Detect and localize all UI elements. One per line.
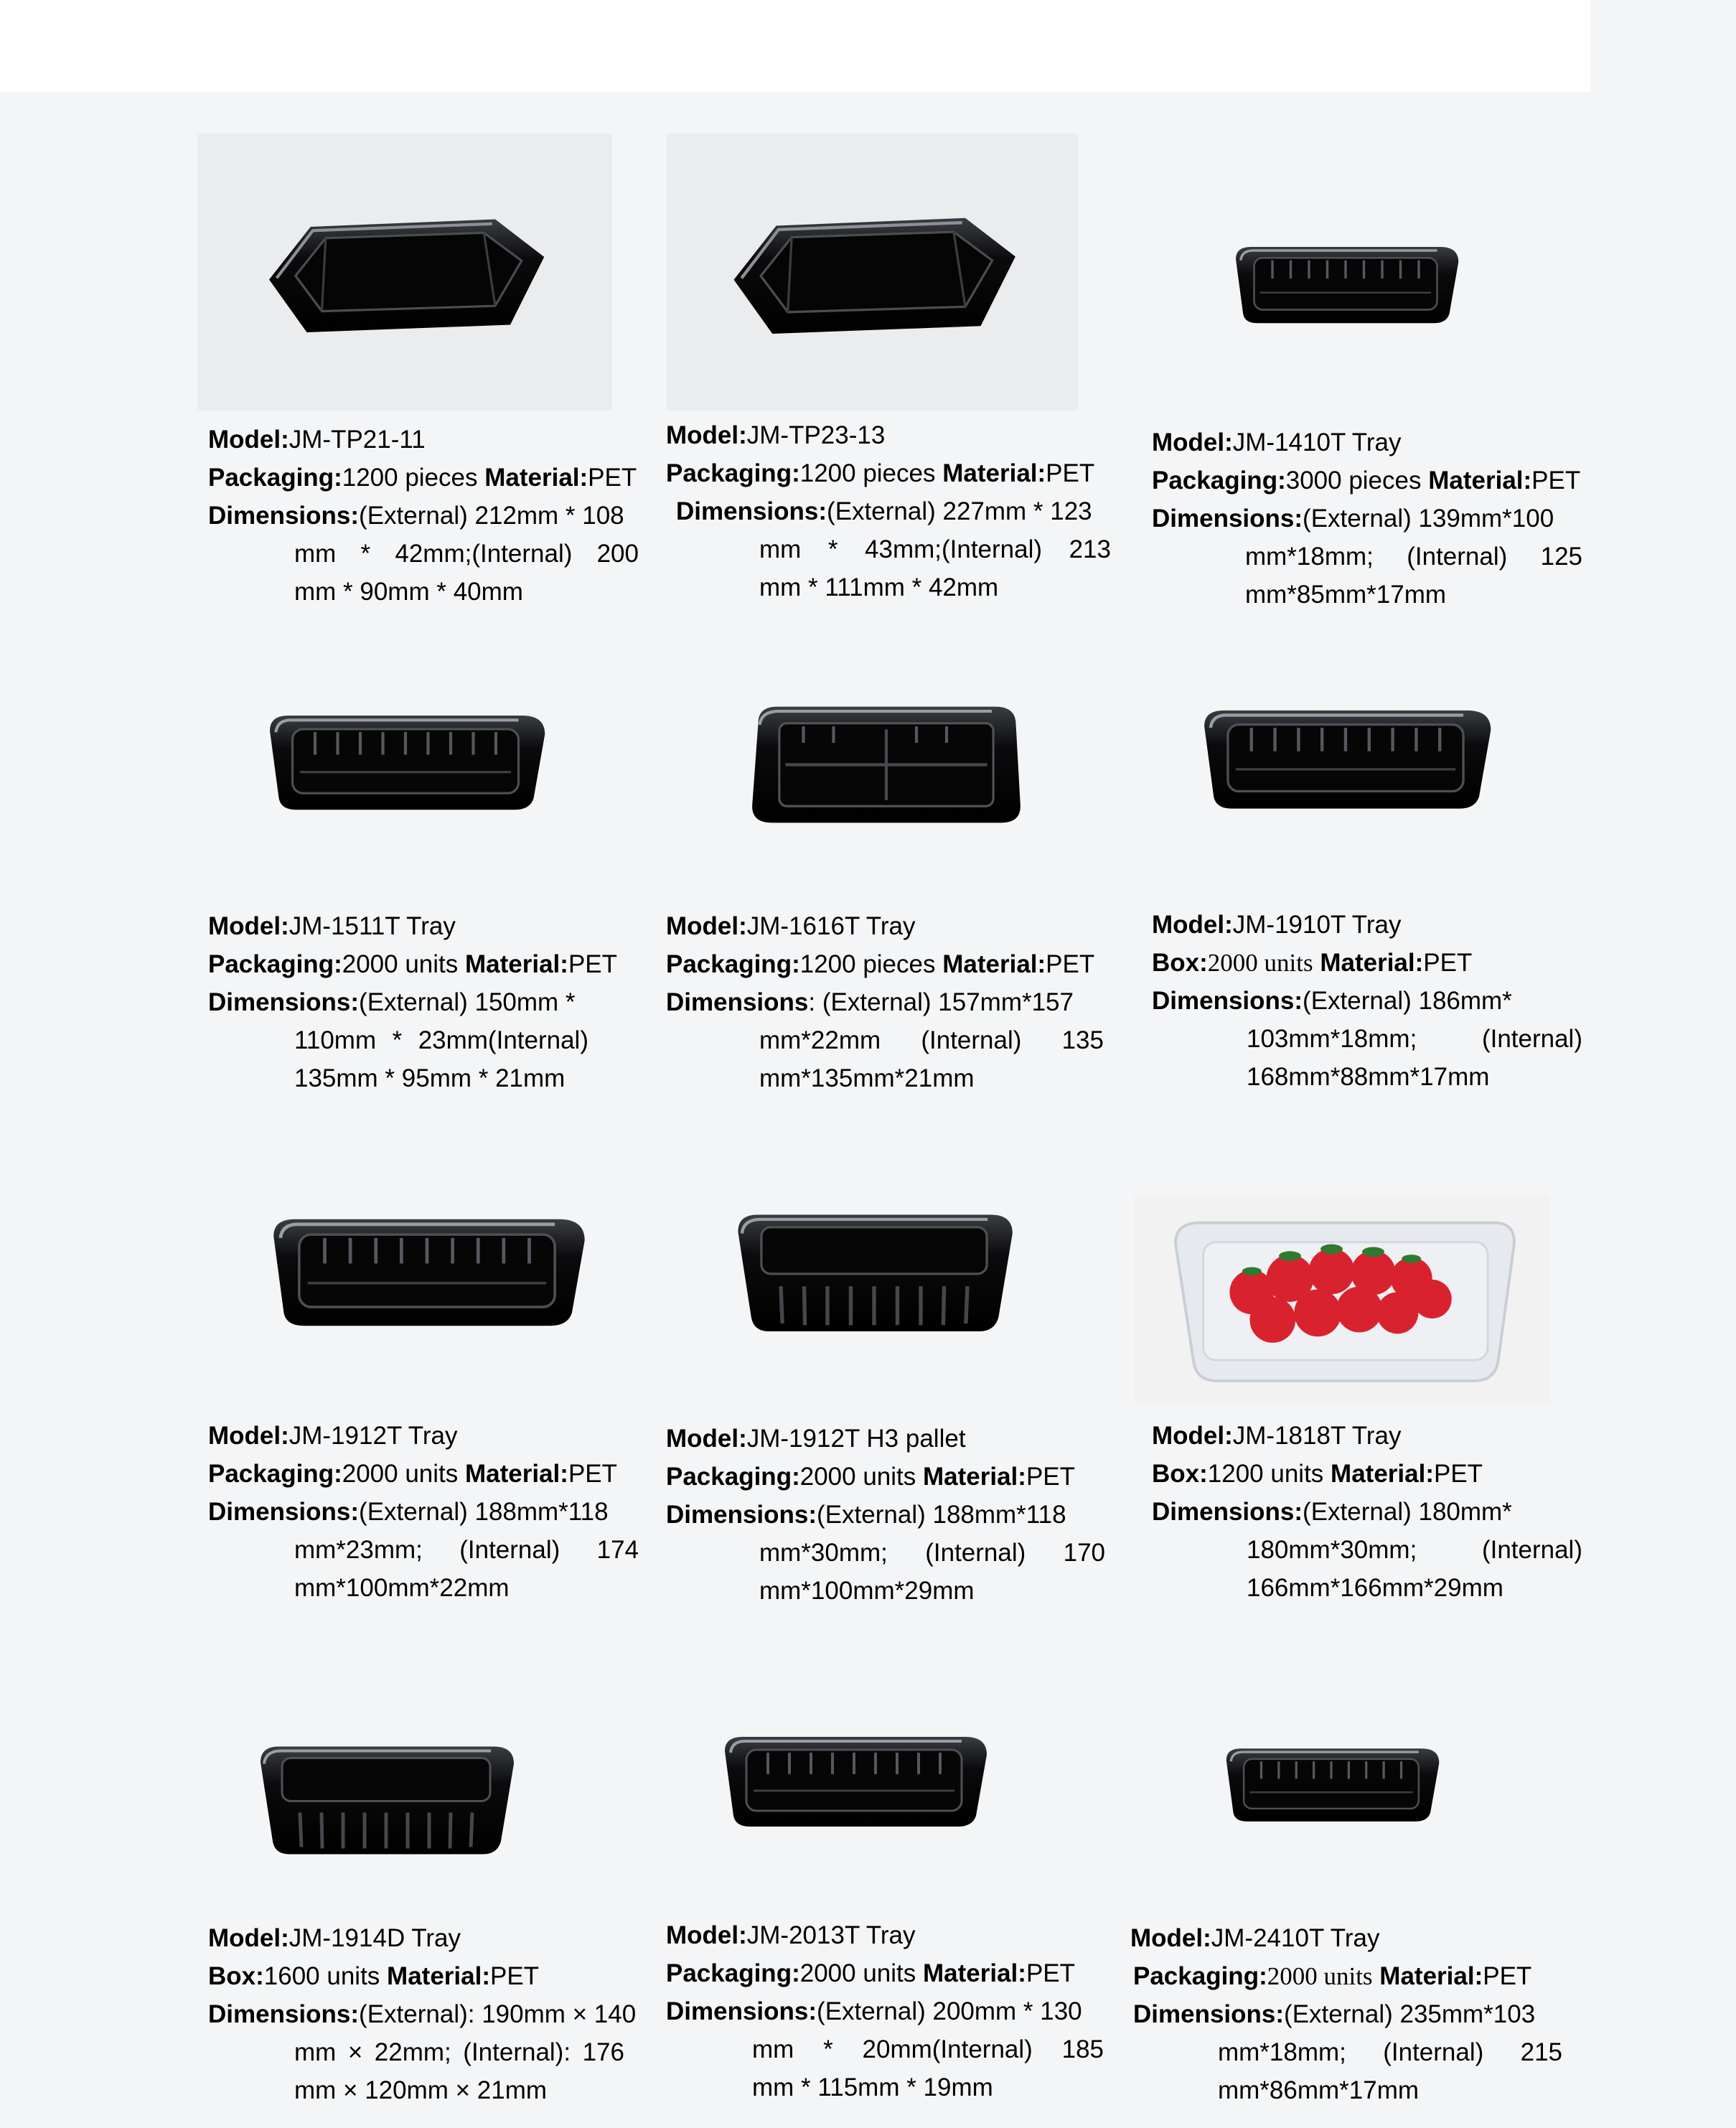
dimensions-line-3: 135mm * 95mm * 21mm <box>294 1064 566 1092</box>
dimensions-line-1: (External) 188mm*118 <box>359 1498 609 1526</box>
product-spec-jm-tp23-13: Model:JM-TP23-13 Packaging:1200 pieces Material:PET Dimensions:(External) 227mm * 123 mm * 43mm;(Internal) 213 mm * 111mm * 42mm <box>666 416 1111 606</box>
black-deep-tray-icon <box>716 1201 1032 1341</box>
material-value: PET <box>1433 1460 1483 1488</box>
dimensions-line-3: mm * 115mm * 19mm <box>752 2073 993 2101</box>
dimensions-line-3: 168mm*88mm*17mm <box>1247 1063 1490 1091</box>
product-spec-jm-2410t: Model:JM-2410T Tray Packaging:2000 units Material:PET Dimensions:(External) 235mm*103 mm*18mm; (Internal) 215 mm*86mm*17mm <box>1130 1919 1575 2109</box>
product-spec-jm-1616t: Model:JM-1616T Tray Packaging:1200 pieces Material:PET Dimensions: (External) 157mm*157 mm*22mm (Internal) 135 mm*135mm*21mm <box>666 907 1104 1097</box>
dimensions-line-1: (External) 139mm*100 <box>1303 505 1554 533</box>
material-value: PET <box>1046 950 1095 978</box>
dimensions-line-1: (External) 186mm* <box>1303 987 1512 1015</box>
dimensions-line-2: mm*30mm; (Internal) 170 <box>759 1539 1105 1567</box>
box-value: 1200 units <box>1207 1460 1324 1488</box>
product-photo-jm-1818t <box>1134 1195 1550 1403</box>
product-spec-jm-tp21-11: Model:JM-TP21-11 Packaging:1200 pieces Material:PET Dimensions:(External) 212mm * 108 mm * 42mm;(Internal) 200 mm * 90mm * 40mm <box>208 421 639 611</box>
product-spec-jm-1818t: Model:JM-1818T Tray Box:1200 units Material:PET Dimensions:(External) 180mm* 180mm*30mm; (Internal) 166mm*166mm*29mm <box>1152 1417 1582 1607</box>
black-ribbed-tray-icon <box>255 693 556 829</box>
model-value: JM-1616T Tray <box>746 912 916 940</box>
dimensions-line-3: mm * 111mm * 42mm <box>759 573 999 601</box>
dimensions-line-2: 103mm*18mm; (Internal) <box>1247 1025 1582 1053</box>
dimensions-line-2: 180mm*30mm; (Internal) <box>1247 1536 1582 1564</box>
model-value: JM-1818T Tray <box>1232 1422 1402 1450</box>
material-value: PET <box>489 1962 540 1990</box>
product-photo-jm-1912t-h3 <box>716 1199 1032 1342</box>
black-octagonal-tray-icon <box>254 189 555 355</box>
black-octagonal-tray-icon <box>718 189 1027 355</box>
product-photo-jm-1910t <box>1177 693 1514 822</box>
dimensions-line-2: mm*22mm (Internal) 135 <box>759 1026 1104 1054</box>
box-value: 1600 units <box>263 1962 380 1990</box>
packaging-value: 1200 pieces <box>799 950 936 978</box>
black-ribbed-tray-icon <box>1177 695 1514 820</box>
model-value: JM-2410T Tray <box>1211 1924 1380 1952</box>
dimensions-line-1: (External) 200mm * 130 <box>817 1997 1082 2025</box>
product-spec-jm-1910t: Model:JM-1910T Tray Box:2000 units Material:PET Dimensions:(External) 186mm* 103mm*18mm; (Internal) 168mm*88mm*17mm <box>1152 906 1582 1096</box>
dimensions-line-3: 166mm*166mm*29mm <box>1247 1574 1503 1602</box>
model-value: JM-1511T Tray <box>288 912 456 940</box>
packaging-value: 2000 units <box>1267 1962 1373 1990</box>
dimensions-line-2: 110mm * 23mm(Internal) <box>294 1026 588 1054</box>
product-spec-jm-1912t: Model:JM-1912T Tray Packaging:2000 units Material:PET Dimensions:(External) 188mm*118 mm*23mm; (Internal) 174 mm*100mm*22mm <box>208 1417 639 1607</box>
dimensions-line-1: (External) 150mm * <box>359 988 576 1016</box>
material-value: PET <box>1026 1959 1076 1987</box>
dimensions-line-3: mm*85mm*17mm <box>1245 581 1447 609</box>
dimensions-line-2: mm*18mm; (Internal) 125 <box>1245 543 1582 571</box>
model-value: JM-1910T Tray <box>1232 911 1402 939</box>
dimensions-line-1: (External): 190mm × 140 <box>359 2000 637 2028</box>
packaging-value: 2000 units <box>342 950 459 978</box>
dimensions-line-1: (External) 212mm * 108 <box>359 502 624 530</box>
dimensions-line-3: mm*100mm*29mm <box>759 1577 975 1605</box>
dimensions-line-1: (External) 235mm*103 <box>1284 2000 1536 2028</box>
dimensions-line-3: mm*135mm*21mm <box>759 1064 975 1092</box>
dimensions-line-2: mm * 20mm(Internal) 185 <box>752 2035 1104 2063</box>
product-photo-jm-1914d <box>243 1730 530 1866</box>
material-value: PET <box>1046 459 1095 487</box>
page-header-band <box>0 0 1590 92</box>
product-photo-jm-2410t <box>1163 1737 1500 1830</box>
model-value: JM-TP21-11 <box>288 426 426 454</box>
product-photo-jm-tp23-13 <box>667 133 1079 411</box>
material-value: PET <box>588 464 637 492</box>
model-value: JM-1912T H3 pallet <box>746 1425 966 1453</box>
material-value: PET <box>1423 949 1473 977</box>
black-ribbed-tray-icon <box>1224 233 1468 334</box>
box-value: 2000 units <box>1207 949 1313 977</box>
black-ribbed-tray-icon <box>1163 1737 1500 1830</box>
packaging-value: 1200 pieces <box>799 459 936 487</box>
dimensions-line-1: (External) 227mm * 123 <box>827 497 1092 525</box>
black-ribbed-tray-icon <box>689 1722 1019 1837</box>
dimensions-line-3: mm*86mm*17mm <box>1218 2076 1420 2104</box>
packaging-value: 2000 units <box>799 1959 916 1987</box>
model-value: JM-TP23-13 <box>746 421 886 449</box>
product-photo-jm-1511t <box>255 689 556 833</box>
material-value: PET <box>1483 1962 1532 1990</box>
model-value: JM-1912T Tray <box>288 1422 458 1450</box>
material-value: PET <box>568 1460 618 1488</box>
black-square-tray-icon <box>736 691 1037 838</box>
dimensions-line-2: mm*18mm; (Internal) 215 <box>1218 2038 1562 2066</box>
packaging-value: 1200 pieces <box>342 464 478 492</box>
product-photo-jm-2013t <box>689 1722 1019 1837</box>
product-photo-jm-1616t <box>736 689 1037 840</box>
dimensions-line-3: mm × 120mm × 21mm <box>294 2076 548 2104</box>
product-spec-jm-1912t-h3: Model:JM-1912T H3 pallet Packaging:2000 units Material:PET Dimensions:(External) 188mm*118 mm*30mm; (Internal) 170 mm*100mm*29mm <box>666 1420 1105 1610</box>
dimensions-line-2: mm * 43mm;(Internal) 213 <box>759 535 1111 563</box>
dimensions-line-1: : (External) 157mm*157 <box>808 988 1074 1016</box>
product-photo-jm-1410t <box>1220 230 1471 337</box>
clear-tray-strawberries-icon <box>1141 1195 1543 1403</box>
model-value: JM-1410T Tray <box>1232 428 1402 456</box>
packaging-value: 3000 pieces <box>1285 467 1422 494</box>
black-deep-tray-icon <box>243 1732 530 1865</box>
product-photo-jm-1912t <box>251 1202 603 1339</box>
product-spec-jm-1410t: Model:JM-1410T Tray Packaging:3000 pieces Material:PET Dimensions:(External) 139mm*100 mm*18mm; (Internal) 125 mm*85mm*17mm <box>1152 423 1582 614</box>
dimensions-line-3: mm * 90mm * 40mm <box>294 578 523 606</box>
dimensions-line-1: (External) 188mm*118 <box>817 1501 1066 1529</box>
packaging-value: 2000 units <box>799 1463 916 1491</box>
model-value: JM-2013T Tray <box>746 1921 916 1949</box>
dimensions-line-2: mm * 42mm;(Internal) 200 <box>294 540 639 568</box>
packaging-value: 2000 units <box>342 1460 459 1488</box>
material-value: PET <box>1026 1463 1076 1491</box>
dimensions-line-2: mm*23mm; (Internal) 174 <box>294 1536 639 1564</box>
model-value: JM-1914D Tray <box>288 1924 461 1952</box>
dimensions-line-2: mm × 22mm; (Internal): 176 <box>294 2038 624 2066</box>
material-value: PET <box>568 950 618 978</box>
product-spec-jm-1511t: Model:JM-1511T Tray Packaging:2000 units Material:PET Dimensions:(External) 150mm * 110mm * 23mm(Internal) 135mm * 95mm * 21mm <box>208 907 639 1097</box>
material-value: PET <box>1531 467 1581 494</box>
product-spec-jm-2013t: Model:JM-2013T Tray Packaging:2000 units Material:PET Dimensions:(External) 200mm * 130 mm * 20mm(Internal) 185 mm * 115mm * 19mm <box>666 1916 1104 2106</box>
product-photo-jm-tp21-11 <box>197 133 612 411</box>
dimensions-line-3: mm*100mm*22mm <box>294 1574 510 1602</box>
black-ribbed-tray-icon <box>251 1202 603 1339</box>
dimensions-line-1: (External) 180mm* <box>1303 1498 1512 1526</box>
product-spec-jm-1914d: Model:JM-1914D Tray Box:1600 units Material:PET Dimensions:(External): 190mm × 140 mm × 22mm; (Internal): 176 mm × 120mm × 21mm <box>208 1919 639 2109</box>
